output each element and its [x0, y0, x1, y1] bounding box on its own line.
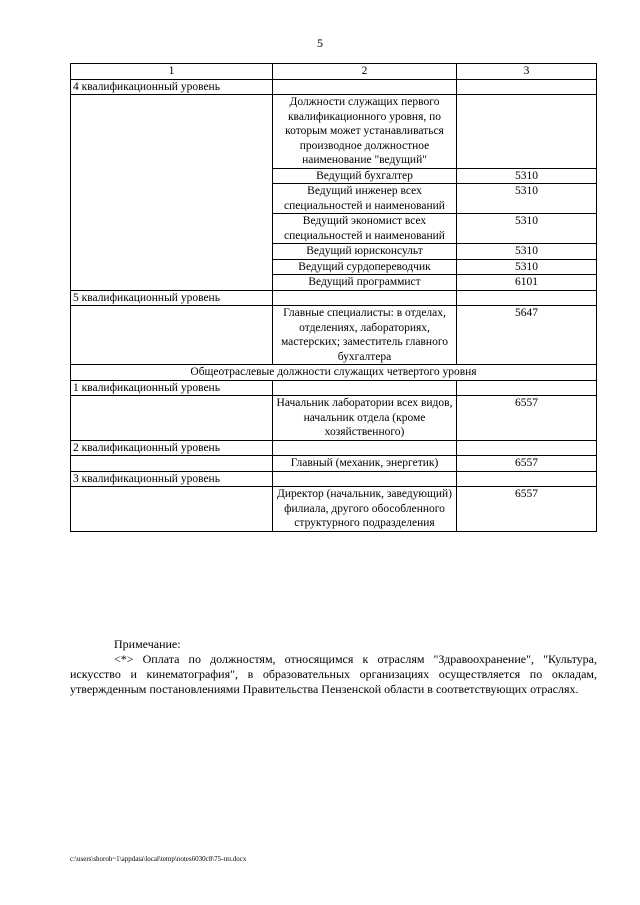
table-row [71, 487, 597, 532]
position-name: Ведущий программист [273, 275, 457, 291]
salary-value: 6557 [457, 396, 597, 441]
position-name: Начальник лаборатории всех видов, начальник отдела (кроме хозяйственного) [273, 396, 457, 441]
level-row [71, 471, 597, 487]
position-name: Директор (начальник, заведующий) филиала, другого обособленного структурного подразделения [273, 487, 457, 532]
position-name: Ведущий юрисконсульт [273, 244, 457, 260]
position-name: Должности служащих первого квалификационного уровня, по которым может устанавливаться производное должностное наименование "ведущий" [273, 95, 457, 169]
salary-value: 6557 [457, 456, 597, 472]
empty-cell [71, 95, 273, 291]
salary-value: 5310 [457, 184, 597, 214]
col-header-3: 3 [457, 64, 597, 80]
salary-value: 5310 [457, 168, 597, 184]
salary-value: 6557 [457, 487, 597, 532]
level-label: 3 квалификационный уровень [71, 471, 273, 487]
table-row [71, 306, 597, 365]
level-row [71, 440, 597, 456]
level-label: 2 квалификационный уровень [71, 440, 273, 456]
level-row [71, 79, 597, 95]
level-label: 5 квалификационный уровень [71, 290, 273, 306]
note-text: <*> Оплата по должностям, относящимся к отраслям "Здравоохранение", "Культура, искусство и кинематография", в образовательных организациях осуществляется по окладам, утвержденным постановлениями Правительства Пензенской области в соответствующих отраслях. [70, 652, 597, 696]
table-header-row [71, 64, 597, 80]
position-name: Ведущий бухгалтер [273, 168, 457, 184]
note-block [70, 637, 597, 697]
position-name: Ведущий инженер всех специальностей и наименований [273, 184, 457, 214]
section-title: Общеотраслевые должности служащих четвертого уровня [71, 365, 597, 381]
page-number: 5 [317, 36, 323, 50]
empty-cell [71, 456, 273, 472]
file-path-footer: c:\users\shoroh~1\appdata\local\temp\notes6030c8\75-пп.docx [70, 855, 247, 863]
empty-cell [71, 306, 273, 365]
level-label: 1 квалификационный уровень [71, 380, 273, 396]
table-row [71, 456, 597, 472]
level-row [71, 290, 597, 306]
empty-cell [71, 487, 273, 532]
level-label: 4 квалификационный уровень [71, 79, 273, 95]
salary-value: 5647 [457, 306, 597, 365]
position-name: Ведущий сурдопереводчик [273, 259, 457, 275]
position-name: Главный (механик, энергетик) [273, 456, 457, 472]
col-header-2: 2 [273, 64, 457, 80]
salary-value: 5310 [457, 259, 597, 275]
col-header-1: 1 [71, 64, 273, 80]
position-name: Ведущий экономист всех специальностей и наименований [273, 214, 457, 244]
table-row [71, 95, 597, 169]
note-title: Примечание: [114, 637, 181, 651]
salary-table [70, 63, 597, 532]
salary-value: 6101 [457, 275, 597, 291]
salary-value: 5310 [457, 214, 597, 244]
level-row [71, 380, 597, 396]
table-row [71, 396, 597, 441]
salary-value: 5310 [457, 244, 597, 260]
section-row [71, 365, 597, 381]
empty-cell [71, 396, 273, 441]
position-name: Главные специалисты: в отделах, отделениях, лабораториях, мастерских; заместитель главного бухгалтера [273, 306, 457, 365]
